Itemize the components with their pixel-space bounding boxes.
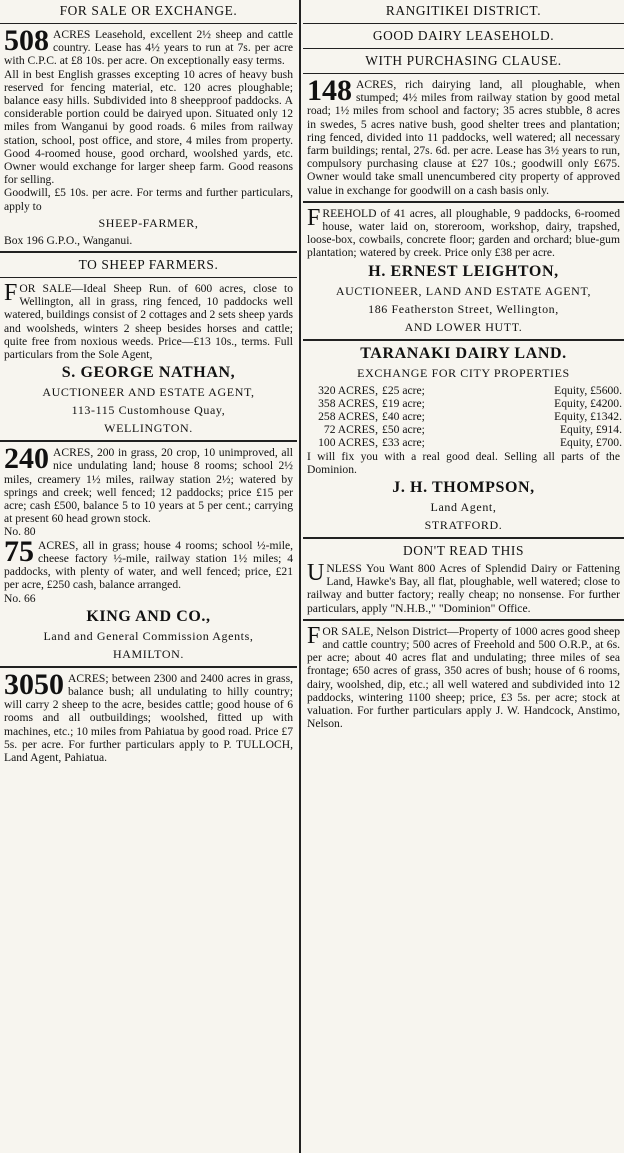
- ad-nelson-district: [303, 622, 624, 731]
- ad-body: ACRES, rich dairying land, all ploughable, when stumped; 4½ miles from railway station by good metal road; 1½ miles from school and factory; 35 acres stubble, 8 acres in swedes, 5 acres native bush, good shelter trees and plantation; ring fenced, divided into 11 paddocks, well watered; all necessary farm buildings; rental, 27s. 6d. per acre. Lease has 3½ years to run, compulsory purchasing clause at £27 10s.; goodwill only £675. Owner would take small unencumbered city property of approved value in exchange for goodwill on a cash basis only.: [307, 78, 620, 197]
- agent-address: 186 Featherston Street, Wellington,: [368, 301, 559, 316]
- ad-rangitikei-district: [303, 3, 624, 197]
- ad-body: ACRES Leasehold, excellent 2½ sheep and cattle country. Lease has 4½ years to run at 7s. per acre with C.P.C. at £8 10s. per acre. On exceptionally easy terms.: [4, 28, 293, 68]
- agent-city: WELLINGTON.: [104, 421, 193, 436]
- drop-cap: F: [4, 280, 18, 307]
- price-cell: £33 acre;: [382, 436, 425, 450]
- ad-acreage-number: 148: [307, 74, 352, 107]
- divider: [303, 339, 624, 341]
- agent-name: KING AND CO.,: [86, 607, 211, 625]
- ad-body: ACRES, 200 in grass, 20 crop, 10 unimproved, all nice undulating land; house 8 rooms; school 2½ miles, creamery 1½ miles, railway station 2½; watered by springs and creek; well fenced; 12 paddocks; price £15 per acre; cash £500, balance 5 to 10 years at 5 per cent.; carrying at present 60 head grown stock.: [4, 446, 293, 526]
- ad-subheading: WITH PURCHASING CLAUSE.: [365, 53, 562, 68]
- advertiser-name: SHEEP-FARMER,: [98, 215, 199, 230]
- acres-cell: 320 ACRES,: [318, 383, 379, 397]
- ad-dont-read-this: [303, 543, 624, 615]
- ad-heading: TO SHEEP FARMERS.: [78, 257, 219, 273]
- agent-name: H. ERNEST LEIGHTON,: [368, 262, 559, 280]
- divider: [303, 48, 624, 49]
- ad-subheading: GOOD DAIRY LEASEHOLD.: [372, 28, 555, 43]
- equity-cell: Equity, £914.: [559, 423, 622, 437]
- price-cell: £19 acre;: [382, 396, 425, 410]
- ad-to-sheep-farmers: [0, 257, 297, 436]
- agent-city: HAMILTON.: [112, 646, 185, 661]
- divider: [303, 619, 624, 621]
- ad-body-2: All in best English grasses excepting 10 acres of heavy bush reserved for fencing material, etc. 120 acres ploughable; balance easy hills. Subdivided into 8 sheepproof paddocks. A considerable portion could be dairyed upon. Situated only 12 miles from Wanganui by good roads. 6 miles from railway station, school, post office, and store, 4 miles from property. Good 4-roomed house, good orchard, woolshed yards, etc. Owner would exchange for larger sheep farm. Good reasons for selling.: [4, 67, 293, 187]
- equity-cell: Equity, £700.: [559, 436, 622, 450]
- column-rule: [299, 0, 301, 1153]
- advertiser-address: Box 196 G.P.O., Wanganui.: [4, 233, 133, 247]
- ad-for-sale-or-exchange: [0, 3, 297, 247]
- price-cell: £50 acre;: [382, 423, 425, 437]
- ad-75-acres: [0, 534, 297, 662]
- ad-body: OR SALE—Ideal Sheep Run. of 600 acres, close to Wellington, all in grass, ring fenced, 10 paddocks well watered, buildings consist of 2 cottages and 2 sets sheep yards and woolsheds, winters 2 sheep besides horses and cattle; quite free from noxious weeds. Price—£13 10s., terms. Full particulars from the Sole Agent,: [4, 282, 293, 362]
- agent-title: AUCTIONEER, LAND AND ESTATE AGENT,: [335, 283, 592, 298]
- table-row: [303, 436, 624, 449]
- ad-heading: DON'T READ THIS: [402, 543, 525, 559]
- right-column: [303, 0, 624, 1153]
- ad-taranaki-dairy-land: [303, 345, 624, 533]
- equity-cell: Equity, £5600.: [554, 383, 622, 397]
- acres-cell: 72 ACRES,: [323, 423, 379, 437]
- drop-cap: U: [307, 560, 325, 587]
- ad-body: REEHOLD of 41 acres, all ploughable, 9 paddocks, 6-roomed house, water laid on, storeroom, workshop, dairy, trapshed, loose-box, cowbails, concrete floor; garden and orchard; blue-gum plantation; watered by creek. Price only £38 per acre.: [307, 206, 620, 260]
- agent-city: AND LOWER HUTT.: [404, 319, 523, 334]
- price-table: [303, 384, 624, 450]
- left-column: [0, 0, 297, 1153]
- agent-address: 113-115 Customhouse Quay,: [71, 403, 226, 418]
- ad-body: OR SALE, Nelson District—Property of 1000 acres good sheep and cattle country; 500 acres of Freehold and 500 O.R.P., at 6s. per acre; about 40 acres flat and undulating; three miles of sea frontage; 650 acres of grass, 350 acres of bush; house of 6 rooms, dairy, woolshed, dip, etc.; all well watered and subdivided into 12 paddocks, wintering 1100 sheep; price, £3 5s. per acre; stock at valuation. For further particulars apply J. W. Handcock, Anstimo, Nelson.: [307, 624, 620, 731]
- table-row: [303, 384, 624, 397]
- agent-title: AUCTIONEER AND ESTATE AGENT,: [42, 385, 255, 400]
- ad-body-3: Goodwill, £5 10s. per acre. For terms and further particulars, apply to: [4, 186, 293, 213]
- ad-acreage-number: 75: [4, 534, 34, 568]
- ad-heading: RANGITIKEI DISTRICT.: [385, 3, 542, 18]
- drop-cap: F: [307, 204, 321, 231]
- ad-240-acres: [0, 442, 297, 539]
- acres-cell: 258 ACRES,: [318, 410, 379, 424]
- equity-cell: Equity, £1342.: [554, 410, 622, 424]
- divider: [303, 23, 624, 24]
- agent-name: S. GEORGE NATHAN,: [61, 364, 236, 382]
- acres-cell: 100 ACRES,: [318, 436, 379, 450]
- divider: [303, 537, 624, 539]
- agent-title: Land Agent,: [430, 500, 497, 515]
- divider: [0, 251, 297, 253]
- divider: [0, 277, 297, 278]
- equity-cell: Equity, £4200.: [554, 396, 622, 410]
- ad-heading: FOR SALE OR EXCHANGE.: [59, 3, 238, 18]
- ad-reference: No. 80: [4, 525, 36, 539]
- agent-title: Land and General Commission Agents,: [43, 628, 254, 643]
- price-cell: £40 acre;: [382, 410, 425, 424]
- divider: [303, 201, 624, 203]
- ad-body: I will fix you with a real good deal. Selling all parts of the Dominion.: [307, 449, 620, 476]
- ad-acreage-number: 3050: [4, 667, 64, 701]
- ad-body: NLESS You Want 800 Acres of Splendid Dairy or Fattening Land, Hawke's Bay, all flat, ploughable, well watered; close to railway and butter factory; really cheap; no nonsense. For further particulars, apply "N.H.B.," "Dominion" Office.: [307, 562, 620, 615]
- drop-cap: F: [307, 622, 321, 649]
- ad-heading: TARANAKI DAIRY LAND.: [360, 344, 567, 362]
- ad-acreage-number: 240: [4, 442, 49, 476]
- agent-name: J. H. THOMPSON,: [392, 479, 535, 497]
- ad-body: ACRES; between 2300 and 2400 acres in grass, balance bush; all undulating to hilly country; will carry 2 sheep to the acre, besides cattle; good house of 6 rooms and all outbuildings; woolshed, fitted up with machines, etc.; 10 miles from Pahiatua by good road. Price £7 5s. per acre. For further particulars apply to P. TULLOCH, Land Agent, Pahiatua.: [4, 671, 293, 764]
- table-row: [303, 410, 624, 423]
- ad-reference: No. 66: [4, 591, 36, 605]
- ad-body: ACRES, all in grass; house 4 rooms; school ½-mile, cheese factory ½-mile, railway station 1½ miles; 4 paddocks, with plenty of water, and well fenced; price, £21 per acre, £250 cash, balance arranged.: [4, 538, 293, 592]
- table-row: [303, 423, 624, 436]
- price-cell: £25 acre;: [382, 383, 425, 397]
- ad-acreage-number: 508: [4, 24, 49, 57]
- ad-subheading: EXCHANGE FOR CITY PROPERTIES: [357, 365, 570, 380]
- agent-city: STRATFORD.: [424, 518, 503, 533]
- ad-3050-acres: [0, 667, 297, 764]
- table-row: [303, 397, 624, 410]
- ad-freehold-41-acres: [303, 204, 624, 335]
- acres-cell: 358 ACRES,: [318, 396, 379, 410]
